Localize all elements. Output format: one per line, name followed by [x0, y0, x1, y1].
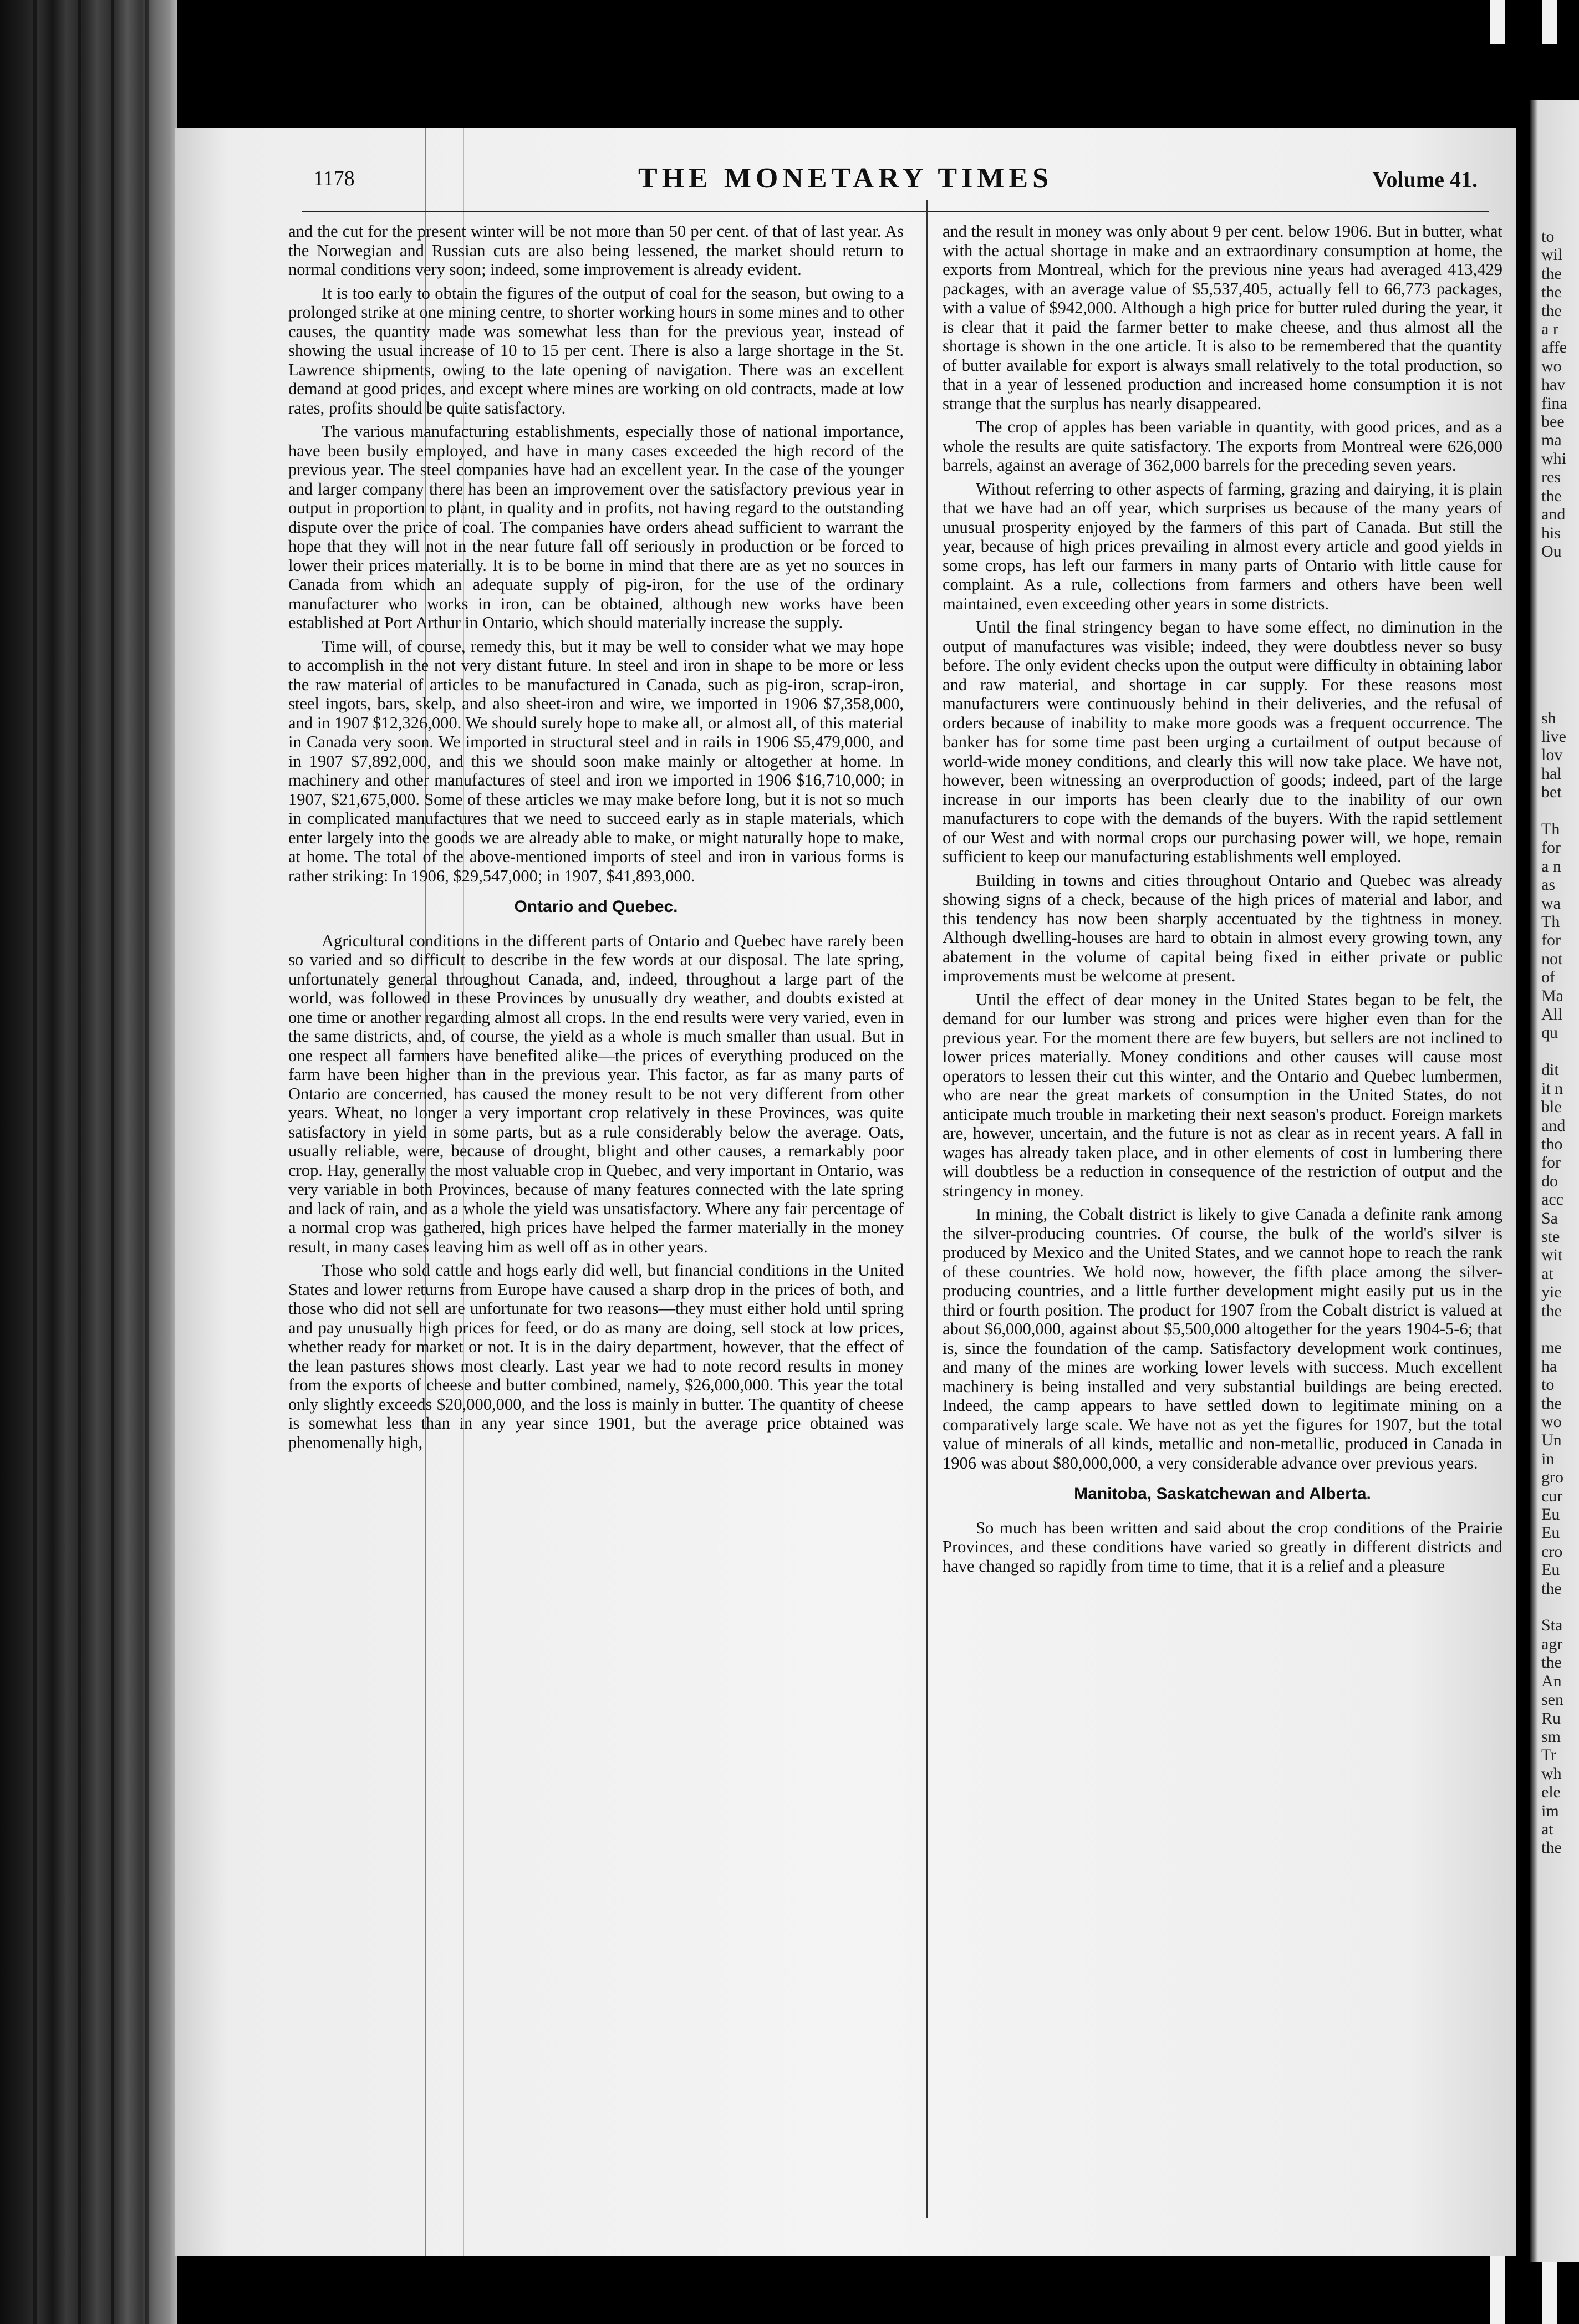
edge-fragment: and	[1541, 505, 1566, 524]
edge-fragment: live	[1541, 727, 1566, 746]
edge-fragment: agr	[1541, 1634, 1563, 1653]
paragraph: It is too early to obtain the figures of the output of coal for the season, but owing to a prolonged strike at one mining centre, to shorter working hours in some mines and to other causes, the quantity made was somewhat less than for the previous year, instead of showing the usual increase of 10 to 15 per cent. There is also a large shortage in the St. Lawrence shipments, owing to the late opening of navigation. There was an excellent demand at good prices, and except where mines are working on old contracts, made at low rates, profits should be quite satisfactory.	[288, 283, 904, 417]
edge-fragment: Un	[1541, 1431, 1562, 1450]
paragraph: So much has been written and said about the crop conditions of the Prairie Provinces, and these conditions have varied so greatly in different districts and have changed so rapidly from time to time, that it is a relief and a pleasure	[943, 1518, 1502, 1576]
edge-fragment: qu	[1541, 1023, 1558, 1042]
edge-fragment	[1530, 653, 1579, 671]
edge-fragment: in	[1541, 1449, 1555, 1468]
edge-fragment: for	[1541, 1153, 1561, 1172]
edge-fragment: to	[1541, 1375, 1555, 1394]
volume-label: Volume 41.	[1372, 167, 1478, 192]
edge-fragment: fina	[1541, 394, 1567, 412]
edge-fragment: a r	[1541, 320, 1558, 339]
edge-fragment	[1530, 1320, 1579, 1338]
edge-fragment: affe	[1541, 338, 1567, 357]
edge-fragment: An	[1541, 1671, 1562, 1690]
edge-fragment	[1530, 598, 1579, 616]
edge-fragment: the	[1541, 1653, 1562, 1672]
left-column	[288, 222, 904, 1456]
edge-fragment	[1530, 1042, 1579, 1061]
edge-fragment: for	[1541, 838, 1561, 857]
edge-fragment: ele	[1541, 1783, 1561, 1802]
edge-fragment: me	[1541, 1338, 1562, 1357]
paragraph: The various manufacturing establishments, especially those of national importance, have been busily employed, and have in many cases exceeded the high record of the previous year. The steel companies have had an excellent year. In the case of the younger and larger company there has been an improvement over the satisfactory previous year in output in proportion to plant, in quality and in profits, not having regard to the outstanding dispute over the price of coal. The companies have orders ahead sufficient to warrant the hope that they will not in the near future fall off seriously in production or be forced to lower their prices materially. It is to be borne in mind that there are as yet no sources in Canada from which an adequate supply of pig-iron, for the use of the ordinary manufacturer who works in iron, can be obtained, although new works have been established at Port Arthur in Ontario, which should materially increase the supply.	[288, 422, 904, 632]
paragraph: and the cut for the present winter will be not more than 50 per cent. of that of last year. As the Norwegian and Russian cuts are also being lessened, the market should return to normal conditions very soon; indeed, some improvement is already evident.	[288, 222, 904, 279]
edge-fragment	[1530, 635, 1579, 653]
edge-fragment: wit	[1541, 1246, 1563, 1265]
edge-fragment: wo	[1541, 1413, 1562, 1431]
paragraph: Until the effect of dear money in the United States began to be felt, the demand for our lumber was strong and prices were higher even than for the previous year. For the moment there are few buyers, but sellers are not inclined to lower prices materially. Money conditions and other causes will cause most operators to lessen their cut this winter, and the Ontario and Quebec lumbermen, who are near the great markets of consumption in the United States, do not anticipate much trouble in marketing their next season's product. Foreign markets are, however, uncertain, and the future is not as clear as in recent years. A fall in wages has already taken place, and in other elements of cost in lumbering there will doubtless be a reduction in consequence of the restriction of output and the stringency in money.	[943, 990, 1502, 1200]
edge-fragment: hal	[1541, 764, 1562, 783]
edge-fragment: Sta	[1541, 1616, 1563, 1635]
edge-fragment: ste	[1541, 1227, 1560, 1246]
edge-fragment: Ma	[1541, 986, 1563, 1005]
paragraph: Building in towns and cities throughout Ontario and Quebec was already showing signs of a check, because of the high prices of material and labor, and this tendency has now been sharply accentuated by the tightness in money. Although dwelling-houses are hard to obtain in almost every growing town, any abatement in the volume of capital being fixed in either private or public improvements must be welcome at present.	[943, 870, 1502, 985]
edge-fragment: yie	[1541, 1283, 1562, 1302]
edge-fragment: at	[1541, 1820, 1553, 1838]
edge-fragment: bee	[1541, 412, 1565, 431]
page-header	[175, 150, 1516, 200]
section-heading-ontario-quebec: Ontario and Quebec.	[514, 898, 678, 916]
edge-fragment: ble	[1541, 1098, 1562, 1117]
edge-fragment: ha	[1541, 1357, 1557, 1375]
edge-fragment: a n	[1541, 857, 1561, 875]
binding-strip	[78, 0, 81, 2324]
edge-fragment: sen	[1541, 1690, 1563, 1709]
edge-fragment: sm	[1541, 1727, 1561, 1746]
edge-fragment: wh	[1541, 1764, 1562, 1783]
edge-fragment	[1530, 802, 1579, 820]
edge-fragment: wo	[1541, 356, 1562, 375]
edge-fragment: at	[1541, 1264, 1553, 1283]
newspaper-page	[175, 128, 1516, 2256]
edge-fragment: res	[1541, 468, 1561, 487]
edge-fragment: and	[1541, 1116, 1566, 1135]
edge-fragment: Ou	[1541, 542, 1562, 560]
film-reel-marks-top	[1490, 0, 1557, 44]
edge-fragment: sh	[1541, 709, 1556, 727]
right-column	[943, 222, 1502, 1580]
edge-fragment	[1530, 1598, 1579, 1616]
edge-fragment: tho	[1541, 1134, 1563, 1153]
page-number: 1178	[313, 167, 355, 190]
edge-fragment: it n	[1541, 1079, 1563, 1098]
edge-fragment: dit	[1541, 1061, 1559, 1079]
edge-fragment: the	[1541, 283, 1562, 302]
column-divider	[926, 200, 928, 2218]
edge-fragment: do	[1541, 1171, 1558, 1190]
edge-fragment: Eu	[1541, 1561, 1560, 1579]
book-binding-gutter	[0, 0, 177, 2324]
edge-fragment	[1530, 560, 1579, 579]
edge-fragment: the	[1541, 264, 1562, 283]
edge-fragment	[1530, 616, 1579, 635]
header-rule	[302, 211, 1489, 212]
paragraph: Time will, of course, remedy this, but it may be well to consider what we may hope to accomplish in the not very distant future. In steel and iron in shape to be more or less the raw material of articles to be manufactured in Canada, such as pig-iron, scrap-iron, steel ingots, bars, skelp, and also sheet-iron and wire, we imported in 1906 $7,358,000, and in 1907 $12,326,000. We should surely hope to make all, or almost all, of this material in Canada very soon. We imported in structural steel and in rails in 1906 $5,479,000, and in 1907 $7,892,000, and this we should soon make mainly or altogether at home. In machinery and other manufactures of steel and iron we imported in 1906 $16,710,000; in 1907, $21,675,000. Some of these articles we may make before long, but it is not so much in complicated manufactures that we need to succeed early as in staple materials, which enter largely into the goods we are already able to make, or might naturally hope to make, at home. The total of the above-mentioned imports of steel and iron in various forms is rather striking: In 1906, $29,547,000; in 1907, $41,893,000.	[288, 636, 904, 885]
paragraph: Without referring to other aspects of farming, grazing and dairying, it is plain that we have had an off year, which surprises us because of the many years of unusual prosperity enjoyed by the farmers of this part of Canada. But still the year, because of high prices prevailing in almost every article and good yields in some crops, has left our farmers in many parts of Ontario with little cause for complaint. As a rule, collections from farmers and others have been well maintained, even exceeding other years in some districts.	[943, 479, 1502, 613]
paragraph: Until the final stringency began to have some effect, no diminution in the output of manufactures was visible; indeed, they were doubtless never so busy before. The only evident checks upon the output were difficulty in obtaining labor and raw material, and shortage in car supply. For these reasons most manufacturers were continuously behind in their deliveries, and the refusal of orders because of inability to make more goods was a frequent occurrence. The banker has for some time past been urging a curtailment of output because of world-wide money conditions, and clearly this will now take place. We have not, however, been witnessing an overproduction of goods; indeed, part of the large increase in our imports has been clearly due to the inability of our own manufacturers to cope with the demands of the buyers. With the rapid settlement of our West and with normal crops our purchasing power will, we hope, remain sufficient to keep our manufacturing establishments well employed.	[943, 618, 1502, 866]
binding-strip	[145, 0, 149, 2324]
section-heading-prairie-provinces: Manitoba, Saskatchewan and Alberta.	[1074, 1485, 1371, 1503]
paragraph: The crop of apples has been variable in quantity, with good prices, and as a whole the results are quite satisfactory. The exports from Montreal were 626,000 barrels, against an average of 362,000 barrels for the preceding seven years.	[943, 417, 1502, 475]
edge-fragment: Tr	[1541, 1746, 1557, 1765]
paragraph: In mining, the Cobalt district is likely to give Canada a definite rank among the silver-producing countries. Of course, the bulk of the world's silver is produced by Mexico and the United States, and we cannot hope to reach the rank of these countries. We hold now, however, the fifth place among the silver-producing countries, and a little further development might easily put us in the third or fourth position. The product for 1907 from the Cobalt district is valued at about $6,000,000, against about $5,500,000 altogether for the years 1904-5-6; that is, since the foundation of the camp. Satisfactory development work continues, and many of the mines are working lower levels with success. Much excellent machinery is being installed and very substantial buildings are being erected. Indeed, the camp appears to have settled down to legitimate mining on a comparatively large scale. We have not as yet the figures for 1907, but the total value of minerals of all kinds, metallic and non-metallic, produced in Canada in 1906 was about $80,000,000, a very considerable advance over previous years.	[943, 1205, 1502, 1472]
edge-fragment: the	[1541, 301, 1562, 320]
edge-fragment	[1530, 579, 1579, 598]
edge-fragment: Eu	[1541, 1523, 1560, 1542]
next-page-edge	[1530, 100, 1579, 2262]
edge-fragment: hav	[1541, 375, 1566, 394]
edge-fragment: the	[1541, 1301, 1562, 1320]
edge-fragment: the	[1541, 486, 1562, 505]
edge-fragment	[1530, 672, 1579, 690]
edge-fragment: the	[1541, 1579, 1562, 1598]
edge-fragment: acc	[1541, 1190, 1563, 1209]
edge-fragment: the	[1541, 1394, 1562, 1413]
next-page-text-fragments	[1530, 100, 1579, 1857]
edge-fragment: cur	[1541, 1486, 1563, 1505]
paragraph: and the result in money was only about 9 per cent. below 1906. But in butter, what with the actual shortage in make and an extraordinary consumption at home, the exports from Montreal, which for the previous nine years had averaged 413,429 packages, with an average value of $5,537,405, actually fell to 66,773 packages, with a value of $942,000. Although a high price for butter ruled during the year, it is clear that it paid the farmer better to make cheese, and thus almost all the shortage is shown in the one article. It is also to be remembered that the quantity of butter available for export is always small relatively to the total production, so that in a year of lessened production and increased home consumption it is not strange that the surplus has nearly disappeared.	[943, 222, 1502, 413]
edge-fragment: Th	[1541, 913, 1560, 931]
edge-fragment: Ru	[1541, 1709, 1561, 1727]
edge-fragment: All	[1541, 1005, 1563, 1024]
edge-fragment: whi	[1541, 449, 1566, 468]
edge-fragment: to	[1541, 227, 1555, 246]
edge-fragment	[1530, 690, 1579, 709]
edge-fragment: ma	[1541, 431, 1562, 450]
edge-fragment: his	[1541, 523, 1561, 542]
edge-fragment: the	[1541, 1838, 1562, 1857]
edge-fragment: im	[1541, 1801, 1559, 1820]
edge-fragment: Th	[1541, 820, 1560, 838]
edge-fragment: of	[1541, 968, 1555, 987]
paragraph: Agricultural conditions in the different parts of Ontario and Quebec have rarely been so varied and so difficult to describe in the few words at our disposal. The late spring, unfortunately general throughout Canada, and, indeed, throughout a large part of the world, was followed in these Provinces by unusually dry weather, and doubts existed at one time or another regarding almost all crops. In the end results were very varied, even in the same districts, and, of course, the yield as a whole is much smaller than usual. But in one respect all farmers have benefited alike—the prices of everything produced on the farm have been higher than in the previous year. This factor, as far as many parts of Ontario are concerned, has caused the money result to be not very different from other years. Wheat, no longer a very important crop relatively in these Provinces, was quite satisfactory in yield in some parts, but as a rule considerably below the average. Oats, usually reliable, were, because of drought, blight and other causes, a remarkably poor crop. Hay, generally the most valuable crop in Quebec, and very important in Ontario, was very variable in both Provinces, because of many features connected with the late spring and lack of rain, and as a whole the yield was unsatisfactory. Where any fair percentage of a normal crop was gathered, high prices have helped the farmer materially in the money result, in many cases leaving him as well off as in other years.	[288, 931, 904, 1256]
edge-fragment: as	[1541, 875, 1555, 894]
edge-fragment: cro	[1541, 1542, 1563, 1561]
edge-fragment: bet	[1541, 783, 1562, 802]
edge-fragment: gro	[1541, 1468, 1563, 1487]
edge-fragment: Sa	[1541, 1209, 1558, 1227]
paragraph: Those who sold cattle and hogs early did well, but financial conditions in the United States and lower returns from Europe have caused a sharp drop in the prices of both, and those who did not sell are unfortunate for two reasons—they must either hold until spring and pay unusually high prices for feed, or do as many are doing, sell stock at low prices, whether ready for market or not. It is in the dairy department, however, that the effect of the lean pastures shows most clearly. Last year we had to note record results in money from the exports of cheese and butter combined, namely, $26,000,000. This year the total only slightly exceeds $20,000,000, and the loss is mainly in butter. The quantity of cheese is somewhat less than in any year since 1901, but the average price obtained was phenomenally high,	[288, 1261, 904, 1452]
edge-fragment: for	[1541, 931, 1561, 950]
edge-fragment: wil	[1541, 246, 1563, 264]
binding-strip	[111, 0, 114, 2324]
edge-fragment: wa	[1541, 894, 1561, 913]
binding-strip	[33, 0, 37, 2324]
journal-title: THE MONETARY TIMES	[638, 162, 1053, 194]
edge-fragment: Eu	[1541, 1505, 1560, 1524]
edge-fragment: lov	[1541, 746, 1563, 765]
edge-fragment: not	[1541, 949, 1563, 968]
